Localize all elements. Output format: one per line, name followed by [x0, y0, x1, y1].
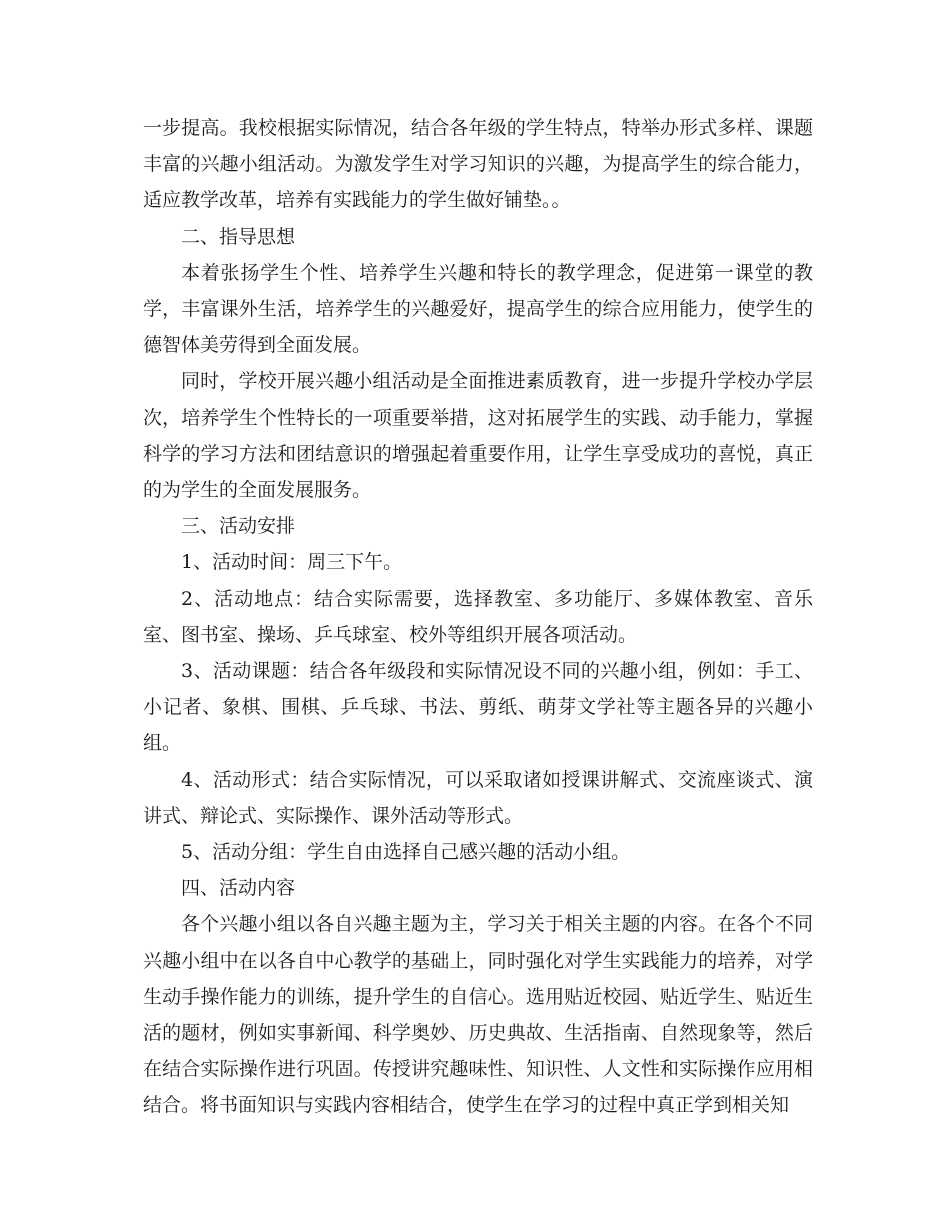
section-heading-activity-arrangement: 三、活动安排 [181, 515, 296, 538]
paragraph-continuation: 一步提高。我校根据实际情况，结合各年级的学生特点，特举办形式多样、课题丰富的兴趣小组活动。为激发学生对学习知识的兴趣，为提高学生的综合能力，适应教学改革，培养有实践能力的学生做好铺垫。。 [143, 117, 813, 212]
list-item-activity-topics: 3、活动课题：结合各年级段和实际情况设不同的兴趣小组，例如：手工、小记者、象棋、围棋、乒乓球、书法、剪纸、萌芽文学社等主题各异的兴趣小组。 [143, 660, 813, 755]
paragraph-activity-content: 各个兴趣小组以各自兴趣主题为主，学习关于相关主题的内容。在各个不同兴趣小组中在以各自中心教学的基础上，同时强化对学生实践能力的培养，对学生动手操作能力的训练，提升学生的自信心。选用贴近校园、贴近学生、贴近生活的题材，例如实事新闻、科学奥妙、历史典故、生活指南、自然现象等，然后在结合实际操作进行巩固。传授讲究趣味性、知识性、人文性和实际操作应用相结合。将书面知识与实践内容相结合，使学生在学习的过程中真正学到相关知 [143, 913, 813, 1117]
paragraph-guiding-principle: 本着张扬学生个性、培养学生兴趣和特长的教学理念，促进第一课堂的教学，丰富课外生活，培养学生的兴趣爱好，提高学生的综合应用能力，使学生的德智体美劳得到全面发展。 [143, 261, 813, 357]
section-heading-guiding-principle: 二、指导思想 [181, 225, 296, 248]
paragraph-school-activities: 同时，学校开展兴趣小组活动是全面推进素质教育，进一步提升学校办学层次，培养学生个性特长的一项重要举措，这对拓展学生的实践、动手能力，掌握科学的学习方法和团结意识的增强起着重要作用，让学生享受成功的喜悦，真正的为学生的全面发展服务。 [143, 370, 813, 502]
list-item-activity-grouping: 5、活动分组：学生自由选择自己感兴趣的活动小组。 [181, 841, 631, 864]
list-item-activity-time: 1、活动时间：周三下午。 [181, 551, 403, 574]
section-heading-activity-content: 四、活动内容 [181, 877, 296, 900]
list-item-activity-format: 4、活动形式：结合实际情况，可以采取诸如授课讲解式、交流座谈式、演讲式、辩论式、实际操作、课外活动等形式。 [143, 768, 813, 827]
list-item-activity-location: 2、活动地点：结合实际需要，选择教室、多功能厅、多媒体教室、音乐室、图书室、操场、乒乓球室、校外等组织开展各项活动。 [143, 587, 813, 646]
document-body [143, 110, 813, 1124]
